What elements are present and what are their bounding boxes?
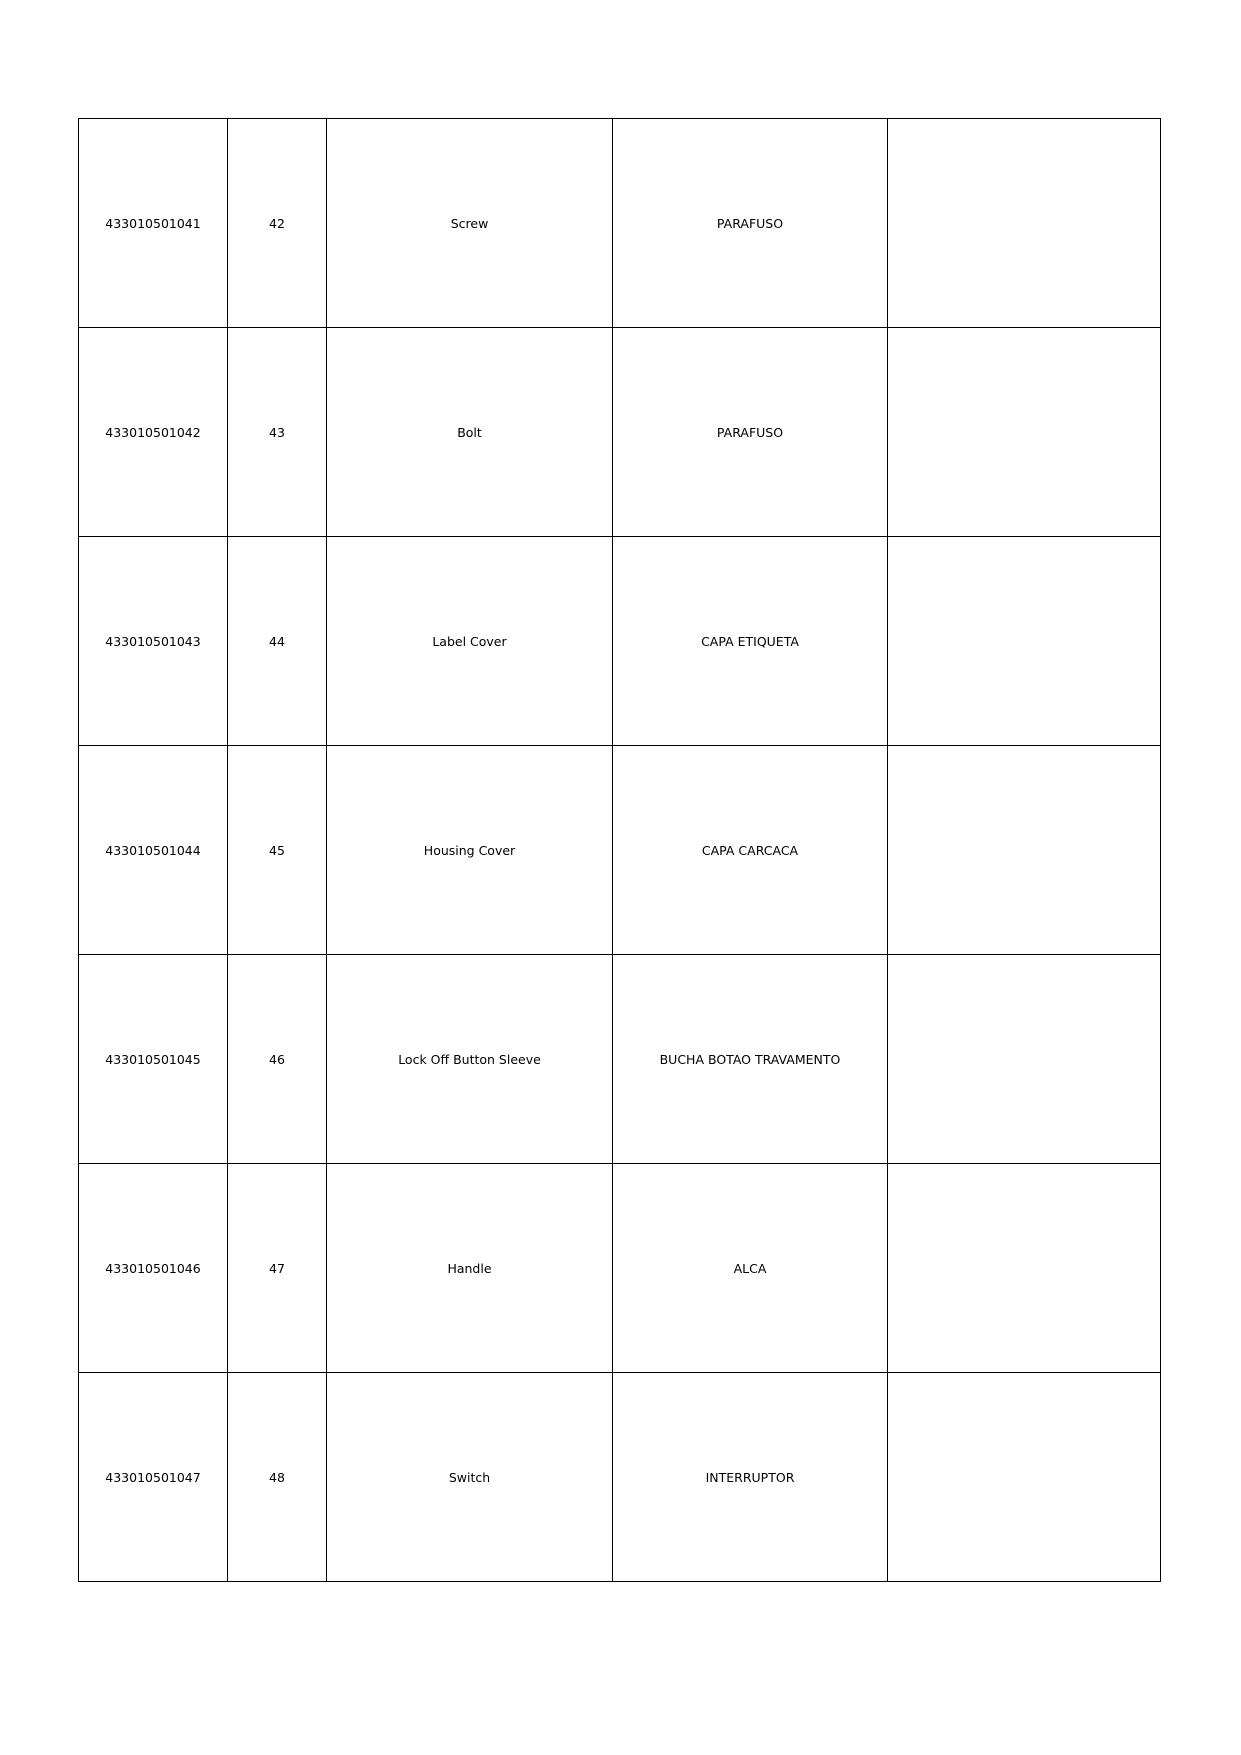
- portuguese-name-cell: BUCHA BOTAO TRAVAMENTO: [613, 955, 888, 1164]
- english-name-cell: Housing Cover: [327, 746, 613, 955]
- table-row: [79, 328, 1161, 537]
- part-code-cell: 433010501043: [79, 537, 228, 746]
- notes-cell: [888, 746, 1161, 955]
- notes-cell: [888, 1164, 1161, 1373]
- item-number-cell: 45: [228, 746, 327, 955]
- english-name-cell: Bolt: [327, 328, 613, 537]
- item-number-cell: 47: [228, 1164, 327, 1373]
- portuguese-name-cell: CAPA CARCACA: [613, 746, 888, 955]
- english-name-cell: Switch: [327, 1373, 613, 1582]
- table-row: [79, 955, 1161, 1164]
- part-code-cell: 433010501045: [79, 955, 228, 1164]
- portuguese-name-cell: PARAFUSO: [613, 328, 888, 537]
- part-code-cell: 433010501044: [79, 746, 228, 955]
- notes-cell: [888, 955, 1161, 1164]
- table-row: [79, 537, 1161, 746]
- item-number-cell: 44: [228, 537, 327, 746]
- item-number-cell: 46: [228, 955, 327, 1164]
- table-row: [79, 746, 1161, 955]
- notes-cell: [888, 328, 1161, 537]
- table-row: [79, 119, 1161, 328]
- item-number-cell: 42: [228, 119, 327, 328]
- item-number-cell: 48: [228, 1373, 327, 1582]
- portuguese-name-cell: CAPA ETIQUETA: [613, 537, 888, 746]
- notes-cell: [888, 1373, 1161, 1582]
- portuguese-name-cell: ALCA: [613, 1164, 888, 1373]
- table-row: [79, 1373, 1161, 1582]
- portuguese-name-cell: INTERRUPTOR: [613, 1373, 888, 1582]
- part-code-cell: 433010501047: [79, 1373, 228, 1582]
- english-name-cell: Screw: [327, 119, 613, 328]
- item-number-cell: 43: [228, 328, 327, 537]
- notes-cell: [888, 537, 1161, 746]
- parts-table: [78, 118, 1161, 1582]
- english-name-cell: Lock Off Button Sleeve: [327, 955, 613, 1164]
- portuguese-name-cell: PARAFUSO: [613, 119, 888, 328]
- part-code-cell: 433010501046: [79, 1164, 228, 1373]
- table-row: [79, 1164, 1161, 1373]
- notes-cell: [888, 119, 1161, 328]
- part-code-cell: 433010501041: [79, 119, 228, 328]
- english-name-cell: Label Cover: [327, 537, 613, 746]
- part-code-cell: 433010501042: [79, 328, 228, 537]
- english-name-cell: Handle: [327, 1164, 613, 1373]
